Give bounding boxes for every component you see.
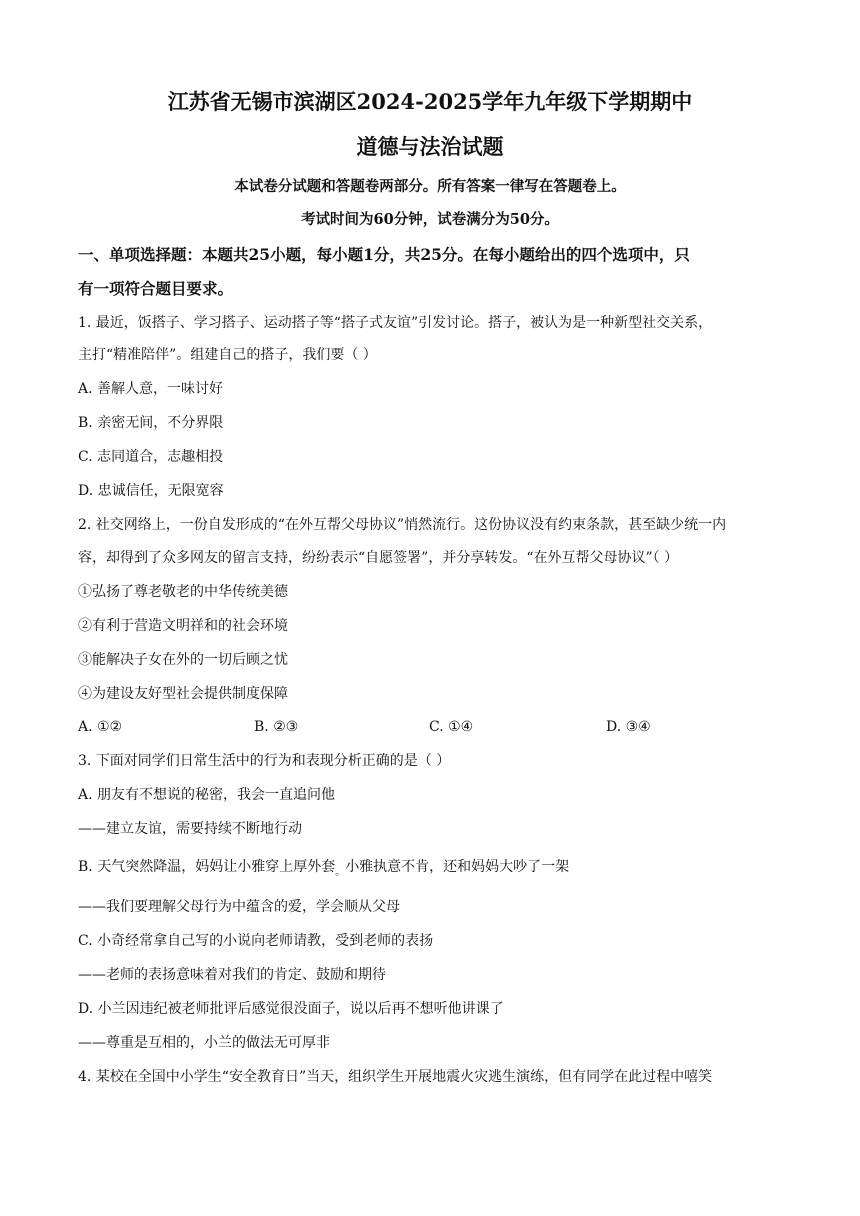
q1-option-a: A. 善解人意，一味讨好 xyxy=(78,381,224,397)
q3-stem: 3. 下面对同学们日常生活中的行为和表现分析正确的是（ ） xyxy=(78,753,451,769)
q3-option-a-comment: ——建立友谊，需要持续不断地行动 xyxy=(78,821,302,837)
exam-note-2: 考试时间为60分钟，试卷满分为50分。 xyxy=(301,211,559,228)
exam-title-line2: 道德与法治试题 xyxy=(356,134,504,159)
q2-option-a: A. ①② xyxy=(78,719,123,735)
q2-statement-3: ③能解决子女在外的一切后顾之忧 xyxy=(78,652,288,668)
q3-option-b xyxy=(78,857,782,883)
q1-stem-line1: 1. 最近，饭搭子、学习搭子、运动搭子等“搭子式友谊”引发讨论。搭子，被认为是一种新型社交关系， xyxy=(78,315,713,331)
q2-options-row xyxy=(78,717,778,737)
q3-option-b-part1: B. 天气突然降温，妈妈让小雅穿上厚外套 xyxy=(78,859,336,875)
q2-statement-1: ①弘扬了尊老敬老的中华传统美德 xyxy=(78,584,288,600)
q3-option-c-comment: ——老师的表扬意味着对我们的肯定、鼓励和期待 xyxy=(78,967,386,983)
q2-stem-line2: 容，却得到了众多网友的留言支持，纷纷表示“自愿签署”，并分享转发。“在外互帮父母协议”（ ） xyxy=(78,550,679,566)
q3-option-b-comment: ——我们要理解父母行为中蕴含的爱，学会顺从父母 xyxy=(78,899,400,915)
section-heading-line1: 一、单项选择题：本题共25小题，每小题1分，共25分。在每小题给出的四个选项中，只 xyxy=(78,245,690,264)
exam-title-line1: 江苏省无锡市滨湖区2024-2025学年九年级下学期期中 xyxy=(167,89,693,114)
q3-option-c: C. 小奇经常拿自己写的小说向老师请教，受到老师的表扬 xyxy=(78,933,434,949)
q3-option-b-part2: 小雅执意不肯，还和妈妈大吵了一架 xyxy=(345,859,570,875)
q2-statement-4: ④为建设友好型社会提供制度保障 xyxy=(78,686,288,702)
q1-option-d: D. 忠诚信任，无限宽容 xyxy=(78,483,224,499)
q2-option-d: D. ③④ xyxy=(606,719,651,735)
q1-stem-line2: 主打“精准陪伴”。组建自己的搭子，我们要（ ） xyxy=(78,347,377,363)
q2-statement-2: ②有利于营造文明祥和的社会环境 xyxy=(78,618,288,634)
section-heading-line2: 有一项符合题目要求。 xyxy=(78,279,234,298)
q3-option-d: D. 小兰因违纪被老师批评后感觉很没面子，说以后再不想听他讲课了 xyxy=(78,1001,504,1017)
q2-option-b: B. ②③ xyxy=(254,719,299,735)
q3-option-a: A. 朋友有不想说的秘密，我会一直追问他 xyxy=(78,787,336,803)
q3-option-d-comment: ——尊重是互相的，小兰的做法无可厚非 xyxy=(78,1035,330,1051)
q1-option-c: C. 志同道合，志趣相投 xyxy=(78,449,224,465)
exam-note-1: 本试卷分试题和答题卷两部分。所有答案一律写在答题卷上。 xyxy=(234,178,626,195)
q1-option-b: B. 亲密无间，不分界限 xyxy=(78,415,224,431)
q4-stem-line1: 4. 某校在全国中小学生“安全教育日”当天，组织学生开展地震火灾逃生演练，但有同学在此过程中嘻笑 xyxy=(78,1069,713,1085)
q3-option-b-dot: 。 xyxy=(335,867,346,878)
q2-stem-line1: 2. 社交网络上，一份自发形成的“在外互帮父母协议”悄然流行。这份协议没有约束条款，甚至缺少统一内 xyxy=(78,517,727,533)
q2-option-c: C. ①④ xyxy=(429,719,474,735)
